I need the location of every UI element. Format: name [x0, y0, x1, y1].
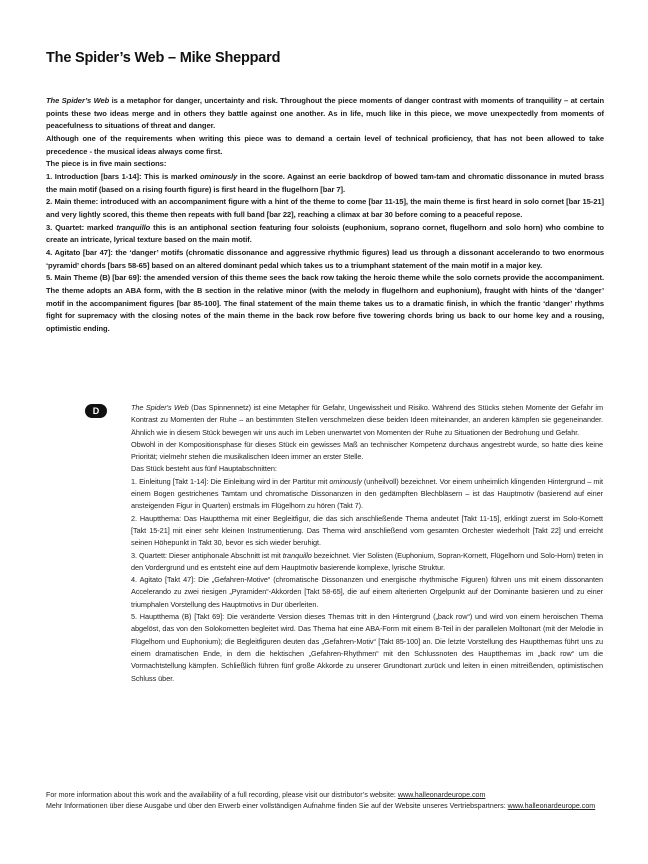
section-5: 5. Main Theme (B) [bar 69]: the amended version of this theme sees the back row taking the heroic theme while the solo cornets provide the accompaniment. The theme adopts an ABA form, with the B section in the relative minor (with the melody in flugelhorn and euphonium), fraught with hints of the ‘danger’ motif in the accompaniment figures [bar 85-100]. The final statement of the main theme takes us to a dramatic finish, in which the frantic ‘danger’ rhythms fight for supremacy with the closing notes of the main theme in the back row before five towering chords bring us back to our home key and a rousing, optimistic ending. [46, 273, 604, 333]
section-3: 3. Quartet: marked tranquillo this is an antiphonal section featuring four soloists (euphonium, soprano cornet, flugelhorn and solo horn) who combine to create an intricate, lyrical texture based on the main motif. [46, 222, 604, 245]
section-3-de: 3. Quartett: Dieser antiphonale Abschnitt ist mit tranquillo bezeichnet. Vier Solisten (Euphonium, Sopran-Kornett, Flügelhorn und Solo-Horn) treten in den Vordergrund und es entsteht eine auf dem Hauptmotiv basierende komplexe, lyrische Struktur. [131, 550, 603, 572]
requirements-paragraph: Although one of the requirements when writing this piece was to demand a certain level of technical proficiency, that has not been allowed to take precedence - the musical ideas always come first. [46, 133, 604, 156]
section-4-de: 4. Agitato [Takt 47]: Die „Gefahren-Motive“ (chromatische Dissonanzen und energische rhythmische Figuren) führen uns mit einem dissonanten Accelerando zu zwei riesigen „Pyramiden“-Akkorden [Takt 58-65], die auf einem alterierten Orgelpunkt auf der Dominante basieren und zu einer triumphalen Vorstellung des Hauptmotivs in Dur überleiten. [131, 575, 603, 609]
sections-heading-de: Das Stück besteht aus fünf Hauptabschnitten: [131, 464, 277, 474]
footer-english: For more information about this work and the availability of a full recording, please visit our distributor’s website: www.halleonardeurope.com [46, 791, 486, 799]
section-1-de: 1. Einleitung [Takt 1-14]: Die Einleitung wird in der Partitur mit ominously (unheilvoll) bezeichnet. Vor einem unheimlich klingenden Hintergrund – mit einem Bogen gestrichenes Tamtam und chromatische Dissonanzen in den gedämpften Blechbläsern – ist das Hauptmotiv (basierend auf einer ansteigenden Figur in Quarten) erstmals im Flügelhorn zu hören (Takt 7). [131, 476, 603, 511]
page-title: The Spider’s Web – Mike Sheppard [46, 50, 281, 66]
section-5-de: 5. Hauptthema (B) [Takt 69]: Die veränderte Version dieses Themas tritt in den Hintergrund („back row“) und wird von einem heroischen Thema abgelöst, das von den Solokornetten begleitet wird. Das Thema hat eine ABA-Form mit einem B-Teil in der parallelen Molltonart (mit der Melodie in Flügelhorn und Euphonium); die Begleitfiguren deuten das „Gefahren-Motiv“ [Takt 85-100] an. Die letzte Vorstellung des Hauptthemas führt uns zu einem dramatischen Ende, in dem die hektischen „Gefahren-Rhythmen“ mit den Schlussnoten des Hauptthemas im „back row“ um die Vormachtstellung kämpfen. Schließlich führen fünf große Akkorde zu unserer Grundtonart zurück und leiten in einen mitreißenden, optimistischen Schluss über. [131, 612, 603, 683]
section-2: 2. Main theme: introduced with an accompaniment figure with a hint of the theme to come [bar 11-15], the main theme is first heard in solo cornet [bar 15-21] and very lightly scored, this theme then repeats with full band [bar 22], reaching a climax at bar 30 before coming to a peaceful repose. [46, 197, 604, 219]
distributor-link[interactable]: www.halleonardeurope.com [397, 791, 486, 799]
footer [46, 790, 606, 812]
german-description [131, 402, 603, 685]
distributor-link-de[interactable]: www.halleonardeurope.com [507, 802, 596, 811]
footer-german: Mehr Informationen über diese Ausgabe und über den Erwerb einer vollständigen Aufnahme finden Sie auf der Website unseres Vertriebspartners: www.halleonardeurope.com [46, 802, 596, 811]
section-2-de: 2. Hauptthema: Das Hauptthema mit einer Begleitfigur, die das sich anschließende Thema andeutet [Takt 11-15], erklingt zuerst im Solo-Kornett [Takt 15-21] mit einer sehr kleinen Instrumentierung. Das Thema wird anschließend vom gesamten Orchester wiederholt [Takt 22] und erreicht seinen Höhepunkt in Takt 30, bevor es sich wieder beruhigt. [131, 513, 603, 548]
intro-paragraph-de: The Spider's Web (Das Spinnennetz) ist eine Metapher für Gefahr, Ungewissheit und Risiko. Während des Stücks stehen Momente der Gefahr im Kontrast zu Momenten der Ruhe – an bestimmten Stellen verschmelzen diese beiden Ideen miteinander, an anderen kämpfen sie gegeneinander. Ähnlich wie in diesem Stück bewegen wir uns auch im Leben unerwartet von Momenten der Ruhe zu Situationen der Bedrohung und Gefahr. [131, 403, 603, 437]
requirements-paragraph-de: Obwohl in der Kompositionsphase für dieses Stück ein gewisses Maß an technischer Kompetenz durchaus angestrebt wurde, so hatte dies keine Priorität; vielmehr stehen die musikalischen Ideen immer an erster Stelle. [131, 439, 603, 462]
sections-heading: The piece is in five main sections: [46, 159, 167, 169]
section-4: 4. Agitato [bar 47]: the ‘danger’ motifs (chromatic dissonance and aggressive rhythmic figures) lead us through a dissonant accelerando to two enormous ‘pyramid’ chords [bars 58-65] based on an altered dominant pedal which takes us to a triumphant statement of the main motif in a major key. [46, 247, 604, 270]
section-1: 1. Introduction [bars 1-14]: This is marked ominously in the score. Against an eerie backdrop of bowed tam-tam and chromatic dissonance in muted brass the main motif (based on a rising fourth figure) is first heard in the flugelhorn [bar 7]. [46, 171, 604, 194]
language-badge-german: D [85, 404, 107, 418]
english-description [46, 95, 604, 335]
intro-paragraph: The Spider’s Web is a metaphor for danger, uncertainty and risk. Throughout the piece moments of danger contrast with moments of tranquility – at certain points these two ideas merge and in others they battle against one another. As in life, much like in this piece, we move unexpectedly from moments of peacefulness to situations of threat and danger. [46, 96, 604, 131]
work-title-italic: The Spider’s Web [46, 96, 110, 105]
